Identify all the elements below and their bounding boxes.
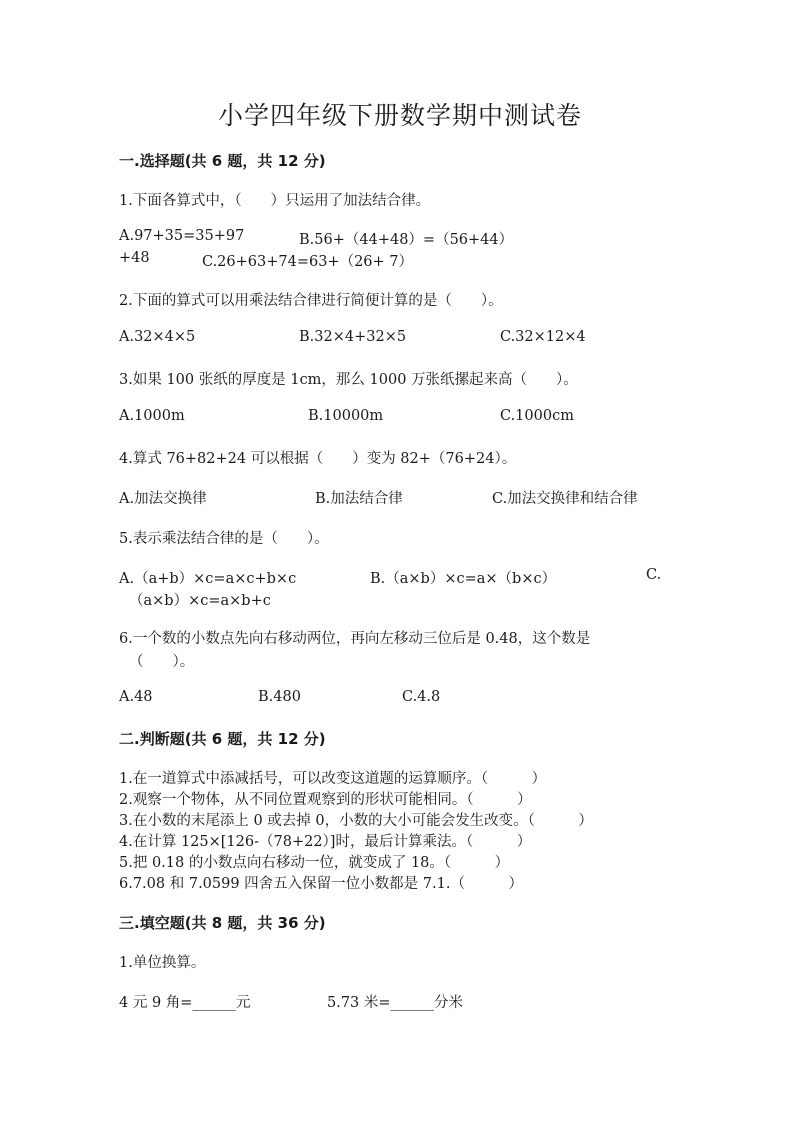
option-b-continued: +48 xyxy=(119,250,150,266)
option-b: B.56+（44+48）=（56+44） xyxy=(299,232,514,248)
option-c: C.1000cm xyxy=(500,408,574,424)
option-b: B.（a×b）×c=a×（b×c） xyxy=(370,571,557,587)
option-b: B.32×4+32×5 xyxy=(299,329,407,345)
question-text: 6.一个数的小数点先向右移动两位，再向左移动三位后是 0.48，这个数是 xyxy=(119,631,591,647)
section-heading-choice: 一.选择题(共 6 题，共 12 分) xyxy=(119,152,326,170)
judgment-item: 2.观察一个物体，从不同位置观察到的形状可能相同。（ ） xyxy=(119,792,532,808)
option-a: A.1000m xyxy=(119,408,185,424)
option-a: A.（a+b）×c=a×c+b×c xyxy=(119,571,297,587)
option-c: C.32×12×4 xyxy=(500,329,586,345)
option-c: C.加法交换律和结合律 xyxy=(492,491,638,507)
fill-blank: 4 元 9 角=______元 xyxy=(119,995,251,1011)
option-b: B.480 xyxy=(258,689,301,705)
option-a: A.32×4×5 xyxy=(119,329,196,345)
section-heading-judgment: 二.判断题(共 6 题，共 12 分) xyxy=(119,730,326,748)
judgment-item: 1.在一道算式中添减括号，可以改变这道题的运算顺序。（ ） xyxy=(119,771,547,787)
question-text-continued: （ ）。 xyxy=(129,654,195,670)
judgment-item: 6.7.08 和 7.0599 四舍五入保留一位小数都是 7.1.（ ） xyxy=(119,876,523,892)
option-a: A.加法交换律 xyxy=(119,491,207,507)
option-c: C. xyxy=(646,567,662,583)
question-text: 2.下面的算式可以用乘法结合律进行简便计算的是（ ）。 xyxy=(119,293,503,309)
judgment-item: 5.把 0.18 的小数点向右移动一位，就变成了 18。（ ） xyxy=(119,855,510,871)
judgment-item: 4.在计算 125×[126-（78+22）]时，最后计算乘法。（ ） xyxy=(119,834,532,850)
section-heading-fill: 三.填空题(共 8 题，共 36 分) xyxy=(119,914,326,932)
option-c-continued: （a×b）×c=a×b+c xyxy=(129,593,271,609)
option-a: A.97+35=35+97 xyxy=(119,228,245,244)
judgment-item: 3.在小数的末尾添上 0 或去掉 0，小数的大小可能会发生改变。（ ） xyxy=(119,813,593,829)
question-text: 3.如果 100 张纸的厚度是 1cm，那么 1000 万张纸摞起来高（ ）。 xyxy=(119,372,578,388)
question-text: 4.算式 76+82+24 可以根据（ ）变为 82+（76+24）。 xyxy=(119,451,517,467)
option-c: C.4.8 xyxy=(402,689,441,705)
question-text: 1.单位换算。 xyxy=(119,955,206,971)
option-b: B.加法结合律 xyxy=(315,491,403,507)
question-text: 5.表示乘法结合律的是（ ）。 xyxy=(119,531,329,547)
option-c: C.26+63+74=63+（26+ 7） xyxy=(202,254,414,270)
option-b: B.10000m xyxy=(308,408,384,424)
option-a: A.48 xyxy=(119,689,153,705)
question-text: 1.下面各算式中，（ ）只运用了加法结合律。 xyxy=(119,193,431,209)
page-title: 小学四年级下册数学期中测试卷 xyxy=(217,101,582,130)
fill-blank: 5.73 米=______分米 xyxy=(327,995,464,1011)
